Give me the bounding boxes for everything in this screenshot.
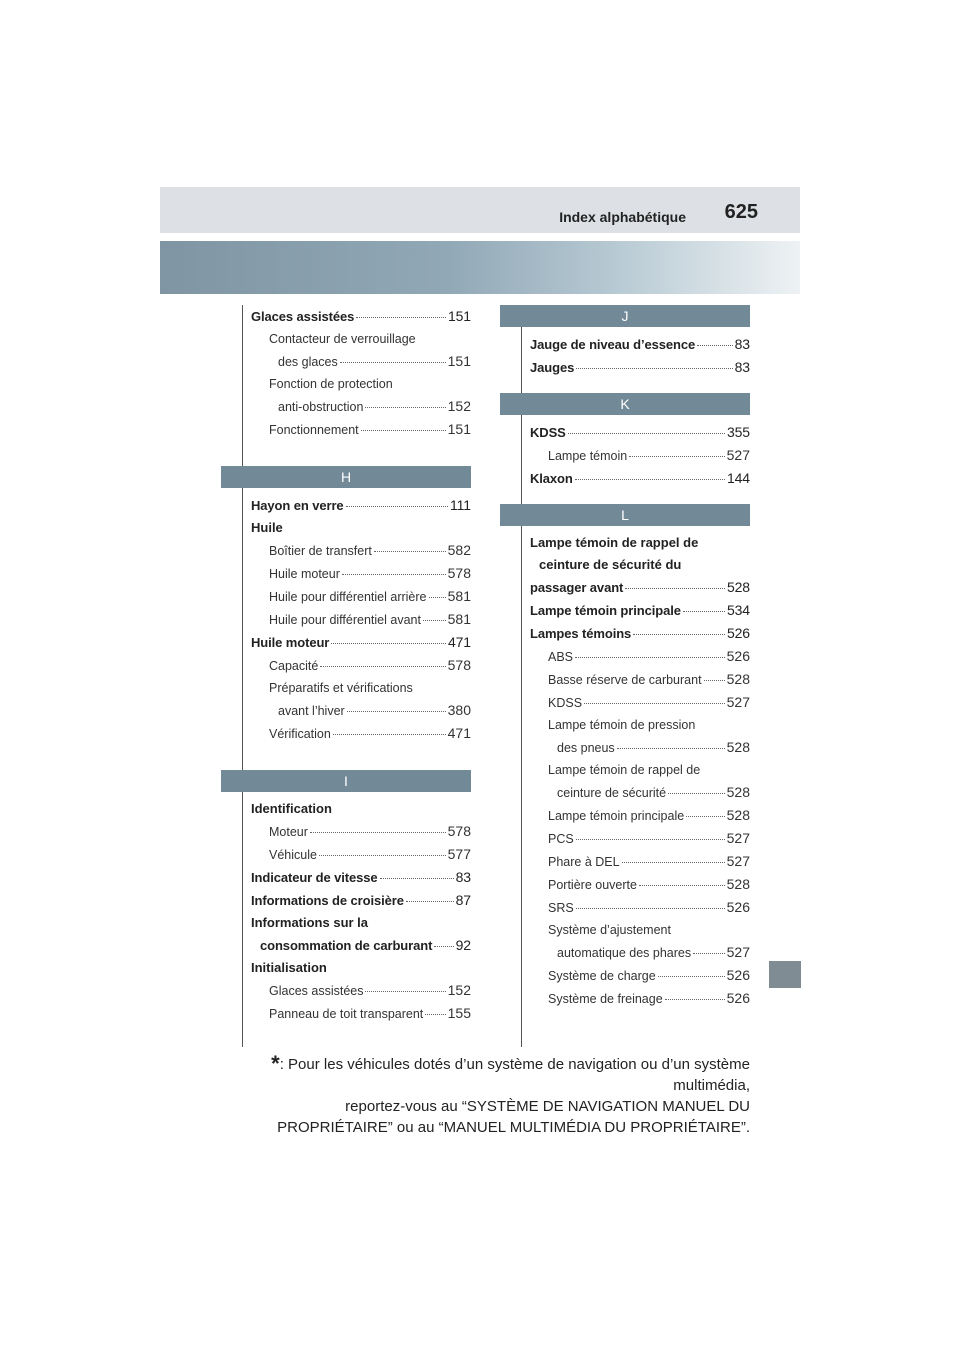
entry-page: 528	[726, 671, 750, 687]
entry-page: 527	[726, 830, 750, 846]
entry-term: Informations de croisière	[251, 893, 404, 908]
footnote	[225, 1053, 750, 1138]
index-column-right	[500, 305, 750, 1010]
index-entry	[500, 333, 750, 356]
index-entry: Lampe témoin de pression	[548, 718, 696, 732]
entry-page: 152	[447, 398, 471, 414]
dot-leader	[423, 620, 446, 621]
entry-page: 526	[726, 967, 750, 983]
index-entry	[500, 668, 750, 691]
entry-page: 380	[447, 702, 471, 718]
dot-leader	[425, 1014, 445, 1015]
entry-page: 83	[734, 359, 750, 375]
index-entry	[221, 866, 471, 889]
entry-term: Klaxon	[530, 471, 573, 486]
entry-page: 471	[447, 634, 471, 650]
dot-leader	[576, 839, 725, 840]
index-entry	[500, 964, 750, 987]
dot-leader	[665, 999, 725, 1000]
entry-term: Huile pour différentiel avant	[269, 613, 421, 627]
index-entry	[500, 599, 750, 622]
entry-page: 534	[726, 602, 750, 618]
dot-leader	[576, 368, 732, 369]
entry-term: Fonctionnement	[269, 423, 359, 437]
entry-page: 527	[726, 447, 750, 463]
dot-leader	[340, 362, 446, 363]
index-column-left	[221, 305, 471, 1025]
index-entry	[221, 979, 471, 1002]
index-entry	[500, 691, 750, 714]
entry-term: Huile moteur	[269, 567, 340, 581]
dot-leader	[639, 885, 725, 886]
footnote-line-2: reportez-vous au “SYSTÈME DE NAVIGATION MANUEL DU	[345, 1098, 750, 1115]
entry-term: automatique des phares	[557, 946, 692, 960]
entry-page: 527	[726, 694, 750, 710]
entry-page: 92	[455, 937, 471, 953]
index-entry	[221, 395, 471, 418]
index-entry	[500, 467, 750, 490]
index-entry: ceinture de sécurité du	[539, 557, 682, 572]
entry-page: 151	[447, 421, 471, 437]
entry-term: Glaces assistées	[251, 309, 355, 324]
entry-term: Portière ouverte	[548, 878, 637, 892]
dot-leader	[333, 734, 446, 735]
dot-leader	[347, 711, 446, 712]
entry-term: KDSS	[530, 425, 566, 440]
entry-page: 528	[726, 807, 750, 823]
index-entry: Informations sur la	[251, 915, 369, 930]
entry-page: 526	[726, 648, 750, 664]
dot-leader	[406, 901, 454, 902]
entry-page: 111	[450, 497, 471, 513]
entry-term: Hayon en verre	[251, 498, 344, 513]
index-entry: Huile	[251, 520, 283, 535]
entry-page: 527	[726, 944, 750, 960]
index-entry	[221, 654, 471, 677]
dot-leader	[617, 748, 725, 749]
index-entry	[221, 494, 471, 517]
entry-term: Glaces assistées	[269, 984, 364, 998]
index-entry	[500, 827, 750, 850]
dot-leader	[331, 643, 446, 644]
entry-page: 528	[726, 739, 750, 755]
index-entry	[500, 421, 750, 444]
entry-page: 151	[447, 308, 471, 324]
header-band	[160, 241, 800, 294]
chapter-tab	[769, 961, 801, 988]
index-entry: Préparatifs et vérifications	[269, 681, 413, 695]
dot-leader	[686, 816, 724, 817]
dot-leader	[310, 832, 446, 833]
section-letter-i: I	[221, 770, 471, 792]
dot-leader	[668, 793, 725, 794]
entry-page: 151	[447, 353, 471, 369]
index-entry	[221, 631, 471, 654]
index-entry	[221, 305, 471, 328]
entry-term: Lampe témoin principale	[548, 809, 685, 823]
section-letter-h: H	[221, 466, 471, 488]
entry-term: Système de freinage	[548, 992, 663, 1006]
entry-page: 581	[447, 588, 471, 604]
entry-term: Huile moteur	[251, 635, 330, 650]
entry-term: anti-obstruction	[278, 400, 364, 414]
index-entry	[221, 722, 471, 745]
entry-page: 87	[455, 892, 471, 908]
index-entry	[500, 850, 750, 873]
entry-term: KDSS	[548, 696, 583, 710]
entry-page: 578	[447, 657, 471, 673]
dot-leader	[380, 878, 454, 879]
dot-leader	[622, 862, 725, 863]
entry-page: 578	[447, 565, 471, 581]
header-title: Index alphabétique	[559, 209, 686, 225]
index-entry	[221, 350, 471, 373]
entry-page: 83	[734, 336, 750, 352]
entry-term: PCS	[548, 832, 574, 846]
index-entry: Lampe témoin de rappel de	[530, 535, 699, 550]
entry-page: 526	[726, 899, 750, 915]
page-header	[160, 187, 800, 233]
entry-term: consommation de carburant	[260, 938, 433, 953]
index-entry	[221, 608, 471, 631]
entry-page: 144	[726, 470, 750, 486]
dot-leader	[575, 657, 725, 658]
entry-page: 528	[726, 579, 750, 595]
entry-term: Jauge de niveau d’essence	[530, 337, 696, 352]
index-entry: Système d’ajustement	[548, 923, 671, 937]
index-entry	[500, 576, 750, 599]
entry-page: 582	[447, 542, 471, 558]
dot-leader	[625, 588, 725, 589]
entry-term: Panneau de toit transparent	[269, 1007, 424, 1021]
dot-leader	[356, 317, 446, 318]
footnote-line-1: *: Pour les véhicules dotés d’un système de navigation ou d’un système multimédia,	[271, 1051, 750, 1094]
entry-page: 577	[447, 846, 471, 862]
entry-page: 578	[447, 823, 471, 839]
index-entry	[500, 941, 750, 964]
index-entry	[221, 585, 471, 608]
entry-page: 152	[447, 982, 471, 998]
entry-page: 528	[726, 784, 750, 800]
index-entry	[221, 1002, 471, 1025]
index-entry	[221, 934, 471, 957]
entry-term: Basse réserve de carburant	[548, 673, 702, 687]
entry-term: des glaces	[278, 355, 338, 369]
entry-term: Phare à DEL	[548, 855, 620, 869]
index-entry	[500, 896, 750, 919]
entry-term: Indicateur de vitesse	[251, 870, 378, 885]
entry-page: 526	[726, 990, 750, 1006]
index-entry: Identification	[251, 801, 332, 816]
dot-leader	[434, 946, 453, 947]
index-entry	[500, 356, 750, 379]
entry-term: Moteur	[269, 825, 308, 839]
dot-leader	[365, 407, 445, 408]
dot-leader	[629, 456, 724, 457]
dot-leader	[319, 855, 446, 856]
entry-page: 528	[726, 876, 750, 892]
entry-term: SRS	[548, 901, 574, 915]
entry-term: passager avant	[530, 580, 624, 595]
dot-leader	[658, 976, 725, 977]
index-entry	[500, 804, 750, 827]
section-letter-k: K	[500, 393, 750, 415]
footnote-line-3: PROPRIÉTAIRE” ou au “MANUEL MULTIMÉDIA DU PROPRIÉTAIRE”.	[277, 1119, 750, 1136]
entry-term: Vérification	[269, 727, 331, 741]
index-entry: Lampe témoin de rappel de	[548, 763, 701, 777]
dot-leader	[346, 506, 448, 507]
index-entry	[500, 444, 750, 467]
index-entry: Initialisation	[251, 960, 327, 975]
entry-term: Boîtier de transfert	[269, 544, 372, 558]
entry-term: Huile pour différentiel arrière	[269, 590, 427, 604]
index-entry	[500, 736, 750, 759]
index-entry	[221, 562, 471, 585]
index-entry	[500, 781, 750, 804]
entry-term: ABS	[548, 650, 574, 664]
index-entry	[221, 889, 471, 912]
dot-leader	[633, 634, 725, 635]
entry-page: 527	[726, 853, 750, 869]
dot-leader	[365, 991, 445, 992]
dot-leader	[568, 433, 725, 434]
index-entry	[500, 645, 750, 668]
entry-term: Lampe témoin principale	[530, 603, 681, 618]
dot-leader	[693, 953, 725, 954]
dot-leader	[575, 479, 725, 480]
entry-page: 526	[726, 625, 750, 641]
entry-page: 471	[447, 725, 471, 741]
entry-page: 355	[726, 424, 750, 440]
dot-leader	[584, 703, 725, 704]
entry-term: Véhicule	[269, 848, 317, 862]
entry-term: Lampe témoin	[548, 449, 628, 463]
entry-term: Capacité	[269, 659, 319, 673]
entry-term: Jauges	[530, 360, 575, 375]
entry-page: 581	[447, 611, 471, 627]
footnote-star: *	[271, 1051, 280, 1076]
index-entry	[221, 843, 471, 866]
section-letter-l: L	[500, 504, 750, 526]
entry-term: ceinture de sécurité	[557, 786, 667, 800]
entry-term: des pneus	[557, 741, 615, 755]
dot-leader	[683, 611, 725, 612]
dot-leader	[361, 430, 446, 431]
index-entry	[221, 699, 471, 722]
index-entry	[221, 539, 471, 562]
dot-leader	[429, 597, 446, 598]
index-entry	[221, 820, 471, 843]
dot-leader	[576, 908, 725, 909]
index-entry	[221, 418, 471, 441]
index-entry	[500, 873, 750, 896]
entry-page: 155	[447, 1005, 471, 1021]
entry-term: Lampes témoins	[530, 626, 632, 641]
dot-leader	[374, 551, 446, 552]
dot-leader	[704, 680, 725, 681]
index-entry	[500, 987, 750, 1010]
index-entry: Contacteur de verrouillage	[269, 332, 416, 346]
entry-page: 83	[455, 869, 471, 885]
dot-leader	[697, 345, 732, 346]
page-number: 625	[724, 201, 758, 223]
dot-leader	[320, 666, 445, 667]
index-entry	[500, 622, 750, 645]
entry-term: Système de charge	[548, 969, 656, 983]
dot-leader	[342, 574, 446, 575]
index-entry: Fonction de protection	[269, 377, 393, 391]
entry-term: avant l’hiver	[278, 704, 345, 718]
section-letter-j: J	[500, 305, 750, 327]
